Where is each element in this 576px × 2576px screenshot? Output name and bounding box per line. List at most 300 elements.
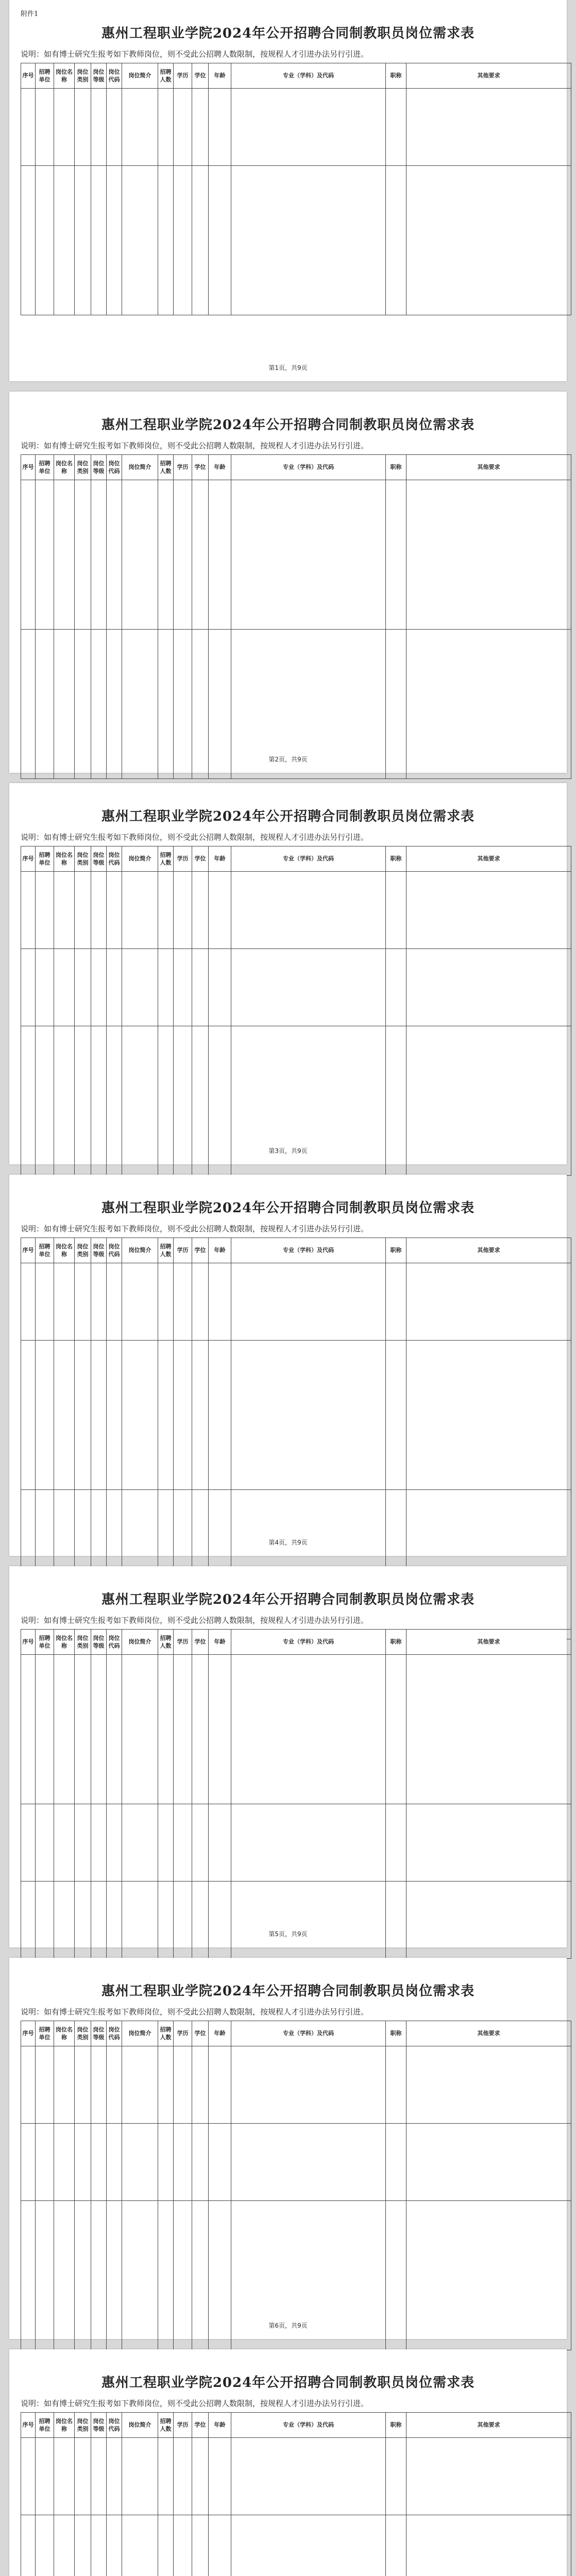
table-cell bbox=[75, 480, 91, 630]
table-cell bbox=[36, 1341, 54, 1490]
table-cell bbox=[209, 2515, 231, 2576]
table-cell bbox=[54, 480, 75, 630]
header-cell-4: 岗位类别 bbox=[75, 2413, 91, 2438]
page-7 bbox=[9, 2349, 567, 2576]
position-table bbox=[21, 2412, 571, 2576]
table-cell bbox=[174, 166, 192, 315]
header-cell-2: 招聘单位 bbox=[36, 455, 54, 480]
header-cell-13: 职称 bbox=[386, 63, 406, 89]
table-cell bbox=[406, 2124, 571, 2201]
header-cell-13: 职称 bbox=[386, 2413, 406, 2438]
table-cell bbox=[192, 2046, 209, 2124]
table-cell bbox=[36, 2046, 54, 2124]
header-cell-1: 序号 bbox=[21, 2413, 36, 2438]
page-number: 第2页，共9页 bbox=[268, 756, 308, 763]
table-cell bbox=[231, 1655, 386, 1804]
page-title: 惠州工程职业学院2024年公开招聘合同制教职员岗位需求表 bbox=[101, 1592, 475, 1607]
header-cell-1: 序号 bbox=[21, 1630, 36, 1655]
table-cell bbox=[158, 166, 174, 315]
header-cell-12: 专业（学科）及代码 bbox=[231, 1630, 386, 1655]
table-cell bbox=[209, 1882, 231, 1959]
page-number: 第3页，共9页 bbox=[268, 1147, 308, 1155]
attachment-label: 附件1 bbox=[21, 10, 39, 18]
header-cell-4: 岗位类别 bbox=[75, 1630, 91, 1655]
table-cell bbox=[21, 949, 36, 1026]
header-cell-4: 岗位类别 bbox=[75, 1238, 91, 1263]
table-cell bbox=[122, 2046, 158, 2124]
table-cell bbox=[21, 1882, 36, 1959]
table-cell bbox=[36, 949, 54, 1026]
header-cell-9: 学历 bbox=[174, 846, 192, 872]
table-cell bbox=[158, 872, 174, 949]
table-cell bbox=[122, 2438, 158, 2515]
table-cell bbox=[21, 1804, 36, 1882]
table-cell bbox=[75, 1263, 91, 1341]
table-cell bbox=[209, 1655, 231, 1804]
header-cell-3: 岗位名称 bbox=[54, 2413, 75, 2438]
header-cell-5: 岗位等级 bbox=[91, 455, 107, 480]
table-body bbox=[21, 480, 571, 779]
header-cell-13: 职称 bbox=[386, 1630, 406, 1655]
header-cell-12: 专业（学科）及代码 bbox=[231, 63, 386, 89]
table-cell bbox=[158, 480, 174, 630]
header-cell-4: 岗位类别 bbox=[75, 846, 91, 872]
table-cell bbox=[36, 1882, 54, 1959]
header-cell-11: 年龄 bbox=[209, 2021, 231, 2046]
header-cell-12: 专业（学科）及代码 bbox=[231, 846, 386, 872]
header-cell-6: 岗位代码 bbox=[107, 1238, 122, 1263]
table-cell bbox=[386, 872, 406, 949]
table-cell bbox=[386, 1263, 406, 1341]
header-row bbox=[21, 2413, 571, 2438]
table-cell bbox=[231, 480, 386, 630]
header-cell-2: 招聘单位 bbox=[36, 63, 54, 89]
position-table bbox=[21, 454, 571, 779]
header-cell-7: 岗位简介 bbox=[122, 1238, 158, 1263]
table-header bbox=[21, 455, 571, 480]
table-cell bbox=[192, 1263, 209, 1341]
header-cell-8: 招聘人数 bbox=[158, 63, 174, 89]
table-cell bbox=[75, 1655, 91, 1804]
header-cell-2: 招聘单位 bbox=[36, 1238, 54, 1263]
table-cell bbox=[174, 872, 192, 949]
table-cell bbox=[209, 480, 231, 630]
table-cell bbox=[386, 2438, 406, 2515]
table-cell bbox=[54, 872, 75, 949]
table-cell bbox=[75, 2515, 91, 2576]
header-cell-11: 年龄 bbox=[209, 846, 231, 872]
table-row bbox=[21, 166, 571, 315]
table-row bbox=[21, 872, 571, 949]
table-cell bbox=[231, 2046, 386, 2124]
header-cell-10: 学位 bbox=[192, 455, 209, 480]
table-cell bbox=[192, 2124, 209, 2201]
table-cell bbox=[36, 2438, 54, 2515]
table-cell bbox=[21, 872, 36, 949]
page-number: 第1页，共9页 bbox=[268, 364, 308, 371]
table-cell bbox=[122, 2124, 158, 2201]
header-cell-10: 学位 bbox=[192, 63, 209, 89]
table-cell bbox=[406, 2515, 571, 2576]
table-header bbox=[21, 846, 571, 872]
table-cell bbox=[75, 872, 91, 949]
header-cell-6: 岗位代码 bbox=[107, 1630, 122, 1655]
table-row bbox=[21, 1263, 571, 1341]
table-cell bbox=[231, 89, 386, 166]
header-cell-2: 招聘单位 bbox=[36, 2021, 54, 2046]
table-cell bbox=[406, 166, 571, 315]
table-cell bbox=[386, 1804, 406, 1882]
table-cell bbox=[231, 1341, 386, 1490]
table-cell bbox=[21, 2515, 36, 2576]
header-cell-1: 序号 bbox=[21, 846, 36, 872]
header-cell-4: 岗位类别 bbox=[75, 63, 91, 89]
table-body bbox=[21, 2438, 571, 2576]
header-cell-14: 其他要求 bbox=[406, 455, 571, 480]
table-cell bbox=[158, 89, 174, 166]
table-cell bbox=[122, 1804, 158, 1882]
header-cell-12: 专业（学科）及代码 bbox=[231, 1238, 386, 1263]
header-row bbox=[21, 63, 571, 89]
table-cell bbox=[91, 872, 107, 949]
table-header bbox=[21, 1630, 571, 1655]
header-cell-5: 岗位等级 bbox=[91, 846, 107, 872]
table-cell bbox=[386, 1882, 406, 1959]
table-cell bbox=[107, 89, 122, 166]
table-cell bbox=[209, 2438, 231, 2515]
header-cell-2: 招聘单位 bbox=[36, 1630, 54, 1655]
header-row bbox=[21, 455, 571, 480]
table-cell bbox=[21, 1263, 36, 1341]
table-cell bbox=[36, 2124, 54, 2201]
table-cell bbox=[386, 2124, 406, 2201]
header-cell-11: 年龄 bbox=[209, 455, 231, 480]
table-cell bbox=[21, 1655, 36, 1804]
page-number: 第5页，共9页 bbox=[268, 1930, 308, 1938]
header-cell-9: 学历 bbox=[174, 2021, 192, 2046]
header-cell-11: 年龄 bbox=[209, 63, 231, 89]
table-cell bbox=[36, 1655, 54, 1804]
table-row bbox=[21, 2515, 571, 2576]
table-cell bbox=[158, 1263, 174, 1341]
table-cell bbox=[174, 2438, 192, 2515]
table-cell bbox=[122, 1882, 158, 1959]
table-cell bbox=[231, 949, 386, 1026]
header-row bbox=[21, 846, 571, 872]
page-note: 说明：如有博士研究生报考如下教师岗位，则不受此公招聘人数限制，按规程人才引进办法另行引进。 bbox=[21, 1616, 369, 1625]
table-cell bbox=[158, 2438, 174, 2515]
table-row bbox=[21, 2124, 571, 2201]
table-cell bbox=[209, 2124, 231, 2201]
table-cell bbox=[54, 1341, 75, 1490]
table-cell bbox=[107, 2046, 122, 2124]
table-row bbox=[21, 1655, 571, 1804]
table-cell bbox=[91, 2124, 107, 2201]
header-cell-5: 岗位等级 bbox=[91, 1630, 107, 1655]
table-cell bbox=[192, 1655, 209, 1804]
table-cell bbox=[209, 949, 231, 1026]
table-cell bbox=[231, 1882, 386, 1959]
table-cell bbox=[75, 89, 91, 166]
table-cell bbox=[231, 2438, 386, 2515]
header-cell-12: 专业（学科）及代码 bbox=[231, 2021, 386, 2046]
page-5 bbox=[9, 1566, 567, 1947]
header-cell-8: 招聘人数 bbox=[158, 2413, 174, 2438]
table-cell bbox=[75, 2124, 91, 2201]
table-cell bbox=[54, 2438, 75, 2515]
table-cell bbox=[54, 166, 75, 315]
page-title: 惠州工程职业学院2024年公开招聘合同制教职员岗位需求表 bbox=[101, 809, 475, 824]
table-cell bbox=[21, 166, 36, 315]
header-cell-3: 岗位名称 bbox=[54, 63, 75, 89]
table-cell bbox=[122, 2515, 158, 2576]
table-cell bbox=[406, 2438, 571, 2515]
table-cell bbox=[107, 2124, 122, 2201]
table-cell bbox=[91, 1804, 107, 1882]
header-row bbox=[21, 1238, 571, 1263]
table-cell bbox=[158, 949, 174, 1026]
table-cell bbox=[91, 1882, 107, 1959]
table-cell bbox=[174, 2124, 192, 2201]
header-cell-9: 学历 bbox=[174, 2413, 192, 2438]
page-note: 说明：如有博士研究生报考如下教师岗位，则不受此公招聘人数限制，按规程人才引进办法另行引进。 bbox=[21, 833, 369, 842]
table-cell bbox=[122, 949, 158, 1026]
table-row bbox=[21, 2438, 571, 2515]
header-cell-6: 岗位代码 bbox=[107, 2021, 122, 2046]
page-note: 说明：如有博士研究生报考如下教师岗位，则不受此公招聘人数限制，按规程人才引进办法另行引进。 bbox=[21, 2399, 369, 2408]
header-cell-8: 招聘人数 bbox=[158, 2021, 174, 2046]
table-cell bbox=[122, 166, 158, 315]
table-cell bbox=[54, 2046, 75, 2124]
table-cell bbox=[406, 1882, 571, 1959]
header-cell-14: 其他要求 bbox=[406, 2021, 571, 2046]
table-cell bbox=[54, 2515, 75, 2576]
header-row bbox=[21, 1630, 571, 1655]
table-cell bbox=[54, 1263, 75, 1341]
table-cell bbox=[174, 89, 192, 166]
table-cell bbox=[91, 949, 107, 1026]
page-1 bbox=[9, 0, 567, 381]
page-2 bbox=[9, 392, 567, 773]
header-cell-1: 序号 bbox=[21, 63, 36, 89]
table-cell bbox=[209, 89, 231, 166]
table-cell bbox=[174, 2046, 192, 2124]
header-cell-1: 序号 bbox=[21, 1238, 36, 1263]
table-cell bbox=[107, 2515, 122, 2576]
table-cell bbox=[192, 872, 209, 949]
header-cell-8: 招聘人数 bbox=[158, 846, 174, 872]
header-cell-5: 岗位等级 bbox=[91, 2021, 107, 2046]
header-cell-6: 岗位代码 bbox=[107, 63, 122, 89]
header-cell-3: 岗位名称 bbox=[54, 2021, 75, 2046]
table-cell bbox=[54, 949, 75, 1026]
table-body bbox=[21, 1655, 571, 1959]
header-cell-10: 学位 bbox=[192, 1238, 209, 1263]
table-cell bbox=[107, 2438, 122, 2515]
header-cell-14: 其他要求 bbox=[406, 1238, 571, 1263]
table-cell bbox=[36, 2515, 54, 2576]
header-cell-8: 招聘人数 bbox=[158, 1630, 174, 1655]
table-cell bbox=[91, 166, 107, 315]
table-cell bbox=[21, 2438, 36, 2515]
header-cell-3: 岗位名称 bbox=[54, 846, 75, 872]
table-cell bbox=[75, 2438, 91, 2515]
header-cell-10: 学位 bbox=[192, 2413, 209, 2438]
header-cell-10: 学位 bbox=[192, 1630, 209, 1655]
table-body bbox=[21, 2046, 571, 2350]
page-number: 第6页，共9页 bbox=[268, 2322, 308, 2329]
header-cell-6: 岗位代码 bbox=[107, 2413, 122, 2438]
table-cell bbox=[386, 1655, 406, 1804]
header-cell-3: 岗位名称 bbox=[54, 455, 75, 480]
table-cell bbox=[122, 872, 158, 949]
header-cell-6: 岗位代码 bbox=[107, 846, 122, 872]
header-cell-6: 岗位代码 bbox=[107, 455, 122, 480]
table-cell bbox=[209, 166, 231, 315]
position-table bbox=[21, 2021, 571, 2350]
table-header bbox=[21, 63, 571, 89]
table-cell bbox=[75, 1882, 91, 1959]
table-cell bbox=[386, 2515, 406, 2576]
table-cell bbox=[192, 2438, 209, 2515]
table-cell bbox=[107, 1882, 122, 1959]
header-cell-5: 岗位等级 bbox=[91, 2413, 107, 2438]
header-cell-14: 其他要求 bbox=[406, 2413, 571, 2438]
table-cell bbox=[158, 2124, 174, 2201]
table-cell bbox=[231, 1263, 386, 1341]
table-cell bbox=[406, 89, 571, 166]
table-cell bbox=[174, 1263, 192, 1341]
table-cell bbox=[91, 1341, 107, 1490]
header-cell-5: 岗位等级 bbox=[91, 1238, 107, 1263]
table-cell bbox=[75, 1804, 91, 1882]
table-cell bbox=[406, 949, 571, 1026]
page-6 bbox=[9, 1958, 567, 2339]
table-cell bbox=[386, 2046, 406, 2124]
page-number: 第4页，共9页 bbox=[268, 1539, 308, 1546]
table-cell bbox=[91, 1263, 107, 1341]
table-row bbox=[21, 1882, 571, 1959]
page-note: 说明：如有博士研究生报考如下教师岗位，则不受此公招聘人数限制，按规程人才引进办法另行引进。 bbox=[21, 49, 369, 59]
table-cell bbox=[174, 1804, 192, 1882]
table-cell bbox=[107, 1804, 122, 1882]
table-cell bbox=[107, 1341, 122, 1490]
header-cell-13: 职称 bbox=[386, 455, 406, 480]
header-cell-2: 招聘单位 bbox=[36, 2413, 54, 2438]
table-cell bbox=[231, 2515, 386, 2576]
table-cell bbox=[91, 89, 107, 166]
table-cell bbox=[122, 480, 158, 630]
table-cell bbox=[406, 1263, 571, 1341]
header-cell-12: 专业（学科）及代码 bbox=[231, 2413, 386, 2438]
table-cell bbox=[36, 89, 54, 166]
header-cell-9: 学历 bbox=[174, 63, 192, 89]
table-cell bbox=[386, 949, 406, 1026]
table-row bbox=[21, 480, 571, 630]
header-cell-7: 岗位简介 bbox=[122, 1630, 158, 1655]
header-cell-4: 岗位类别 bbox=[75, 455, 91, 480]
table-cell bbox=[174, 1882, 192, 1959]
table-cell bbox=[54, 89, 75, 166]
table-cell bbox=[107, 166, 122, 315]
table-cell bbox=[91, 2438, 107, 2515]
table-cell bbox=[231, 2124, 386, 2201]
page-3 bbox=[9, 783, 567, 1164]
table-cell bbox=[386, 480, 406, 630]
table-cell bbox=[209, 1263, 231, 1341]
table-cell bbox=[91, 480, 107, 630]
table-cell bbox=[231, 1804, 386, 1882]
table-cell bbox=[36, 166, 54, 315]
table-cell bbox=[158, 1804, 174, 1882]
table-cell bbox=[209, 1341, 231, 1490]
table-cell bbox=[54, 1655, 75, 1804]
table-cell bbox=[209, 872, 231, 949]
table-cell bbox=[21, 480, 36, 630]
table-cell bbox=[192, 480, 209, 630]
header-cell-14: 其他要求 bbox=[406, 846, 571, 872]
page-title: 惠州工程职业学院2024年公开招聘合同制教职员岗位需求表 bbox=[101, 1984, 475, 1999]
table-row bbox=[21, 1804, 571, 1882]
table-cell bbox=[107, 949, 122, 1026]
table-cell bbox=[386, 89, 406, 166]
table-cell bbox=[122, 1341, 158, 1490]
table-cell bbox=[406, 872, 571, 949]
header-cell-10: 学位 bbox=[192, 2021, 209, 2046]
table-cell bbox=[231, 166, 386, 315]
table-cell bbox=[21, 2046, 36, 2124]
header-row bbox=[21, 2021, 571, 2046]
table-cell bbox=[231, 872, 386, 949]
header-cell-5: 岗位等级 bbox=[91, 63, 107, 89]
table-cell bbox=[406, 1655, 571, 1804]
table-cell bbox=[91, 2515, 107, 2576]
header-cell-7: 岗位简介 bbox=[122, 846, 158, 872]
table-cell bbox=[54, 1882, 75, 1959]
table-cell bbox=[386, 166, 406, 315]
table-row bbox=[21, 1341, 571, 1490]
page-title: 惠州工程职业学院2024年公开招聘合同制教职员岗位需求表 bbox=[101, 26, 475, 41]
header-cell-7: 岗位简介 bbox=[122, 2413, 158, 2438]
table-cell bbox=[36, 1263, 54, 1341]
table-cell bbox=[174, 480, 192, 630]
table-row bbox=[21, 2046, 571, 2124]
table-cell bbox=[192, 1882, 209, 1959]
table-cell bbox=[209, 1804, 231, 1882]
header-cell-4: 岗位类别 bbox=[75, 2021, 91, 2046]
table-cell bbox=[122, 1263, 158, 1341]
table-cell bbox=[107, 872, 122, 949]
table-cell bbox=[91, 2046, 107, 2124]
table-body bbox=[21, 872, 571, 1176]
table-cell bbox=[406, 1804, 571, 1882]
table-cell bbox=[386, 1341, 406, 1490]
table-row bbox=[21, 89, 571, 166]
page-title: 惠州工程职业学院2024年公开招聘合同制教职员岗位需求表 bbox=[101, 2375, 475, 2391]
position-table bbox=[21, 63, 571, 315]
table-cell bbox=[107, 480, 122, 630]
table-cell bbox=[174, 2515, 192, 2576]
table-cell bbox=[122, 89, 158, 166]
table-cell bbox=[158, 2046, 174, 2124]
table-cell bbox=[54, 2124, 75, 2201]
header-cell-11: 年龄 bbox=[209, 1630, 231, 1655]
header-cell-11: 年龄 bbox=[209, 2413, 231, 2438]
header-cell-3: 岗位名称 bbox=[54, 1238, 75, 1263]
position-table bbox=[21, 846, 571, 1176]
header-cell-7: 岗位简介 bbox=[122, 63, 158, 89]
header-cell-7: 岗位简介 bbox=[122, 455, 158, 480]
